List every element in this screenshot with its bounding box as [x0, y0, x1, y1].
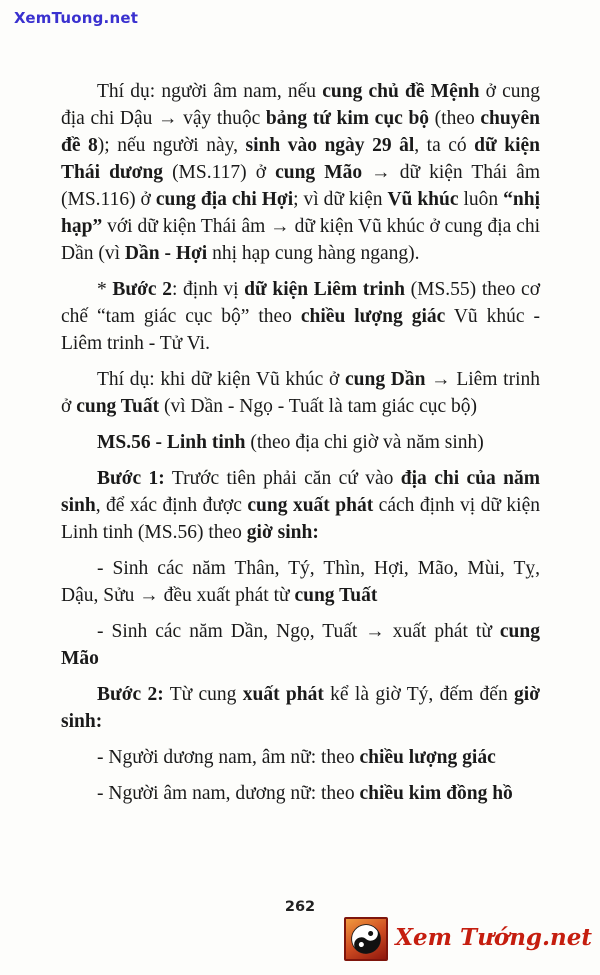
- footer-logo: [344, 917, 592, 961]
- text-run: ); nếu người này,: [97, 135, 246, 156]
- text-run: (MS.55) theo cơ chế “tam giác cục bộ” theo: [61, 279, 541, 327]
- paragraph: [61, 780, 540, 807]
- text-run: nhị hạp cung hàng ngang).: [207, 243, 420, 264]
- yin-yang-icon: [348, 921, 384, 957]
- bold-text-run: xuất phát: [242, 684, 324, 705]
- text-run: - Sinh các năm Dần, Ngọ, Tuất → xuất phát từ: [97, 621, 500, 642]
- bold-text-run: cung Mão: [275, 162, 363, 183]
- bold-text-run: cung chủ đề Mệnh: [322, 81, 480, 102]
- paragraph: [61, 555, 540, 609]
- bold-text-run: Vũ khúc: [387, 189, 459, 210]
- text-run: → dữ kiện Thái âm (MS.116) ở: [61, 162, 540, 210]
- text-run: - Người dương nam, âm nữ: theo: [97, 747, 360, 768]
- bold-text-run: cung địa chi Hợi: [155, 189, 294, 210]
- bold-text-run: cung Dần: [344, 369, 426, 390]
- text-run: (theo: [429, 108, 481, 129]
- paragraph: [61, 366, 540, 420]
- paragraph: [61, 276, 540, 357]
- text-run: - Sinh các năm Thân, Tý, Thìn, Hợi, Mão, Mùi, Tỵ, Dậu, Sửu → đều xuất phát từ: [61, 558, 540, 606]
- paragraph: [61, 618, 540, 672]
- text-run: : định vị: [171, 279, 245, 300]
- bold-text-run: “nhị hạp”: [61, 189, 540, 237]
- text-run: kể là giờ Tý, đếm đến: [323, 684, 515, 705]
- text-run: (MS.117) ở: [163, 162, 276, 183]
- bold-text-run: cung Tuất: [76, 396, 160, 417]
- text-run: cách định vị dữ kiện Linh tinh (MS.56) theo: [61, 495, 540, 543]
- bold-text-run: địa chi của năm sinh: [61, 468, 541, 516]
- logo-box: [344, 917, 388, 961]
- text-run: (vì Dần - Ngọ - Tuất là tam giác cục bộ): [159, 396, 478, 417]
- text-run: (theo địa chi giờ và năm sinh): [245, 432, 484, 453]
- bold-text-run: MS.56 - Linh tinh: [97, 432, 246, 453]
- bold-text-run: giờ sinh:: [246, 522, 319, 543]
- text-run: ở cung địa chi Dậu → vậy thuộc: [61, 81, 540, 129]
- bold-text-run: chuyên đề 8: [61, 108, 540, 156]
- bold-text-run: Bước 2: [112, 279, 172, 300]
- bold-text-run: Dần - Hợi: [124, 243, 208, 264]
- text-run: với dữ kiện Thái âm → dữ kiện Vũ khúc ở cung địa chi Dần (vì: [61, 216, 540, 264]
- text-run: Trước tiên phải căn cứ vào: [164, 468, 401, 489]
- text-run: Vũ khúc - Liêm trinh - Tử Vi.: [61, 306, 540, 354]
- text-run: luôn: [458, 189, 504, 210]
- bold-text-run: bảng tứ kim cục bộ: [265, 108, 430, 129]
- paragraph: [61, 465, 540, 546]
- text-run: Thí dụ: khi dữ kiện Vũ khúc ở: [97, 369, 345, 390]
- watermark-text: XemTuong.net: [14, 9, 139, 27]
- text-run: , để xác định được: [95, 495, 248, 516]
- text-run: Từ cung: [163, 684, 243, 705]
- bold-text-run: chiều lượng giác: [300, 306, 446, 327]
- bold-text-run: chiều lượng giác: [359, 747, 496, 768]
- bold-text-run: chiều kim đồng hồ: [359, 783, 513, 804]
- bold-text-run: sinh vào ngày 29 âl: [245, 135, 415, 156]
- paragraph: [61, 429, 540, 456]
- text-run: - Người âm nam, dương nữ: theo: [97, 783, 360, 804]
- text-run: , ta có: [414, 135, 475, 156]
- text-run: Thí dụ: người âm nam, nếu: [97, 81, 323, 102]
- text-run: ; vì dữ kiện: [293, 189, 388, 210]
- bold-text-run: cung Tuất: [294, 585, 378, 606]
- logo-text: Xem Tướng.net: [395, 923, 592, 951]
- paragraph: [61, 681, 540, 735]
- document-body: [61, 78, 540, 816]
- page-number: 262: [284, 899, 316, 915]
- paragraph: [61, 744, 540, 771]
- bold-text-run: Bước 2:: [97, 684, 164, 705]
- bold-text-run: Bước 1:: [97, 468, 165, 489]
- bold-text-run: dữ kiện Thái dương: [61, 135, 540, 183]
- paragraph: [61, 78, 540, 267]
- text-run: → Liêm trinh ở: [61, 369, 540, 417]
- bold-text-run: cung Mão: [61, 621, 540, 669]
- text-run: *: [97, 279, 113, 300]
- bold-text-run: cung xuất phát: [247, 495, 374, 516]
- bold-text-run: dữ kiện Liêm trinh: [244, 279, 405, 300]
- bold-text-run: giờ sinh:: [61, 684, 540, 732]
